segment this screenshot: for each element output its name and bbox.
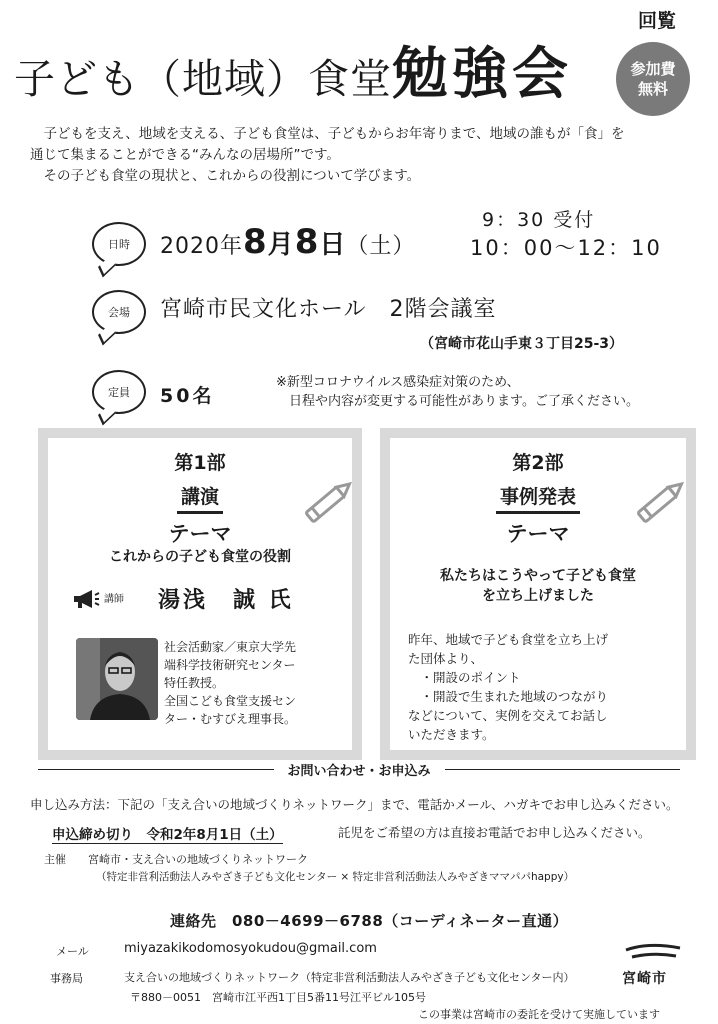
office-address: 〒880－0051 宮崎市江平西1丁目5番11号江平ビル105号 xyxy=(130,991,426,1004)
title-prefix: 子ども（地域）食堂 xyxy=(14,55,392,103)
contact-heading-text: お問い合わせ・お申込み xyxy=(287,764,431,779)
date-month: 8 xyxy=(243,222,268,262)
mail-label: メール xyxy=(56,945,89,958)
bio-line5: ター・むすびえ理事長。 xyxy=(164,712,297,726)
date-year: 2020年 xyxy=(160,234,243,259)
bio-line4: 全国こども食堂支援セン xyxy=(164,694,297,708)
city-name: 宮崎市 xyxy=(622,971,667,987)
childcare-note: 託児をご希望の方は直接お電話でお申し込みください。 xyxy=(338,825,651,840)
host-label: 主催 xyxy=(44,853,66,866)
venue-name: 宮崎市民文化ホール 2階会議室 xyxy=(160,297,497,322)
circulation-label: 回覧 xyxy=(638,10,677,32)
capacity-value: 50名 xyxy=(160,385,215,407)
part2-body-line5: などについて、実例を交えてお話し xyxy=(408,708,608,723)
speaker-bio xyxy=(164,638,334,728)
date-weekday: （土） xyxy=(346,234,416,259)
lecturer-label: 講師 xyxy=(104,594,124,605)
intro-line2: 通じて集まることができる“みんなの居場所”です。 xyxy=(30,147,340,163)
part2-title-line1: 私たちはこうやって子ども食堂 xyxy=(440,568,636,584)
date-month-unit: 月 xyxy=(267,230,295,260)
speaker-photo xyxy=(76,638,158,720)
part2-panel xyxy=(380,428,696,760)
covid-notice xyxy=(276,373,696,411)
host-organizations: （特定非営利活動法人みやざき子ども文化センター × 特定非営利活動法人みやざきママパパhappy） xyxy=(96,871,575,883)
bio-line3: 特任教授。 xyxy=(164,676,225,690)
office-label: 事務局 xyxy=(50,972,83,985)
pencil-icon xyxy=(630,472,690,532)
notice-line2: 日程や内容が変更する可能性があります。ご了承ください。 xyxy=(289,394,639,409)
venue-label: 会場 xyxy=(108,306,130,319)
event-time: 10：00～12：10 xyxy=(470,236,662,260)
divider xyxy=(38,769,274,770)
notice-line1: ※新型コロナウイルス感染症対策のため、 xyxy=(276,375,520,390)
venue-address: （宮崎市花山手東３丁目25-3） xyxy=(420,336,624,352)
part2-theme-label: テーマ xyxy=(506,522,570,546)
part1-panel xyxy=(38,428,362,760)
bio-line1: 社会活動家／東京大学先 xyxy=(164,640,297,654)
part2-kind-text: 事例発表 xyxy=(496,482,580,514)
footer-note: この事業は宮崎市の委託を受けて実施しています xyxy=(418,1008,660,1021)
part2-number: 第2部 xyxy=(512,452,564,474)
speaker-portrait xyxy=(76,638,158,720)
application-deadline: 申込締め切り 令和2年8月1日（土） xyxy=(52,823,283,844)
intro-line3: その子ども食堂の現状と、これからの役割について学びます。 xyxy=(43,168,421,184)
part2-body-line2: た団体より、 xyxy=(408,651,484,666)
apply-method: 申し込み方法：下記の「支え合いの地域づくりネットワーク」まで、電話かメール、ハガキでお申し込みください。 xyxy=(30,797,679,812)
date-day: 8 xyxy=(294,222,320,262)
reception-time: 9：30 受付 xyxy=(482,209,596,231)
date-label: 日時 xyxy=(108,238,130,251)
host-name: 宮崎市・支え合いの地域づくりネットワーク xyxy=(88,853,308,866)
title-main: 勉強会 xyxy=(392,42,572,107)
capacity-bubble-icon xyxy=(92,370,146,414)
part2-theme-title xyxy=(390,566,686,606)
badge-line1: 参加費 xyxy=(630,60,676,78)
bio-line2: 端科学技術研究センター xyxy=(164,658,296,672)
part1-theme-title: これからの子ども食堂の役割 xyxy=(109,549,291,565)
page-title xyxy=(14,30,572,110)
contact-email-link[interactable]: miyazakikodomosyokudou@gmail.com xyxy=(124,941,377,956)
contact-heading xyxy=(38,760,680,779)
date-bubble-icon xyxy=(92,222,146,266)
office-name: 支え合いの地域づくりネットワーク（特定非営利活動法人みやざき子ども文化センター内） xyxy=(124,971,575,984)
contact-phone[interactable]: 連絡先 080－4699－6788（コーディネーター直通） xyxy=(170,912,569,930)
part2-description xyxy=(408,630,674,744)
capacity-label: 定員 xyxy=(108,386,130,399)
part2-body-line6: いただきます。 xyxy=(408,727,495,742)
speaker-name: 湯浅 誠 氏 xyxy=(158,588,294,613)
date-day-unit: 日 xyxy=(319,230,347,260)
intro-text xyxy=(30,124,702,187)
part1-kind-text: 講演 xyxy=(177,482,223,514)
part2-body-line3: ・開設のポイント xyxy=(420,670,521,685)
pencil-icon xyxy=(298,472,358,532)
free-admission-badge xyxy=(616,42,690,116)
part2-title-line2: を立ち上げました xyxy=(482,588,594,604)
intro-line1: 子どもを支え、地域を支える、子ども食堂は、子どもからお年寄りまで、地域の誰もが「食」を xyxy=(43,126,625,142)
venue-bubble-icon xyxy=(92,290,146,334)
megaphone-icon xyxy=(72,588,100,610)
part2-body-line1: 昨年、地域で子ども食堂を立ち上げ xyxy=(408,632,609,647)
part1-number: 第1部 xyxy=(174,452,226,474)
badge-line2: 無料 xyxy=(637,80,668,98)
part2-body-line4: ・開設で生まれた地域のつながり xyxy=(420,689,609,704)
divider xyxy=(445,769,681,770)
part1-theme-label: テーマ xyxy=(168,522,232,546)
event-date xyxy=(160,222,415,262)
